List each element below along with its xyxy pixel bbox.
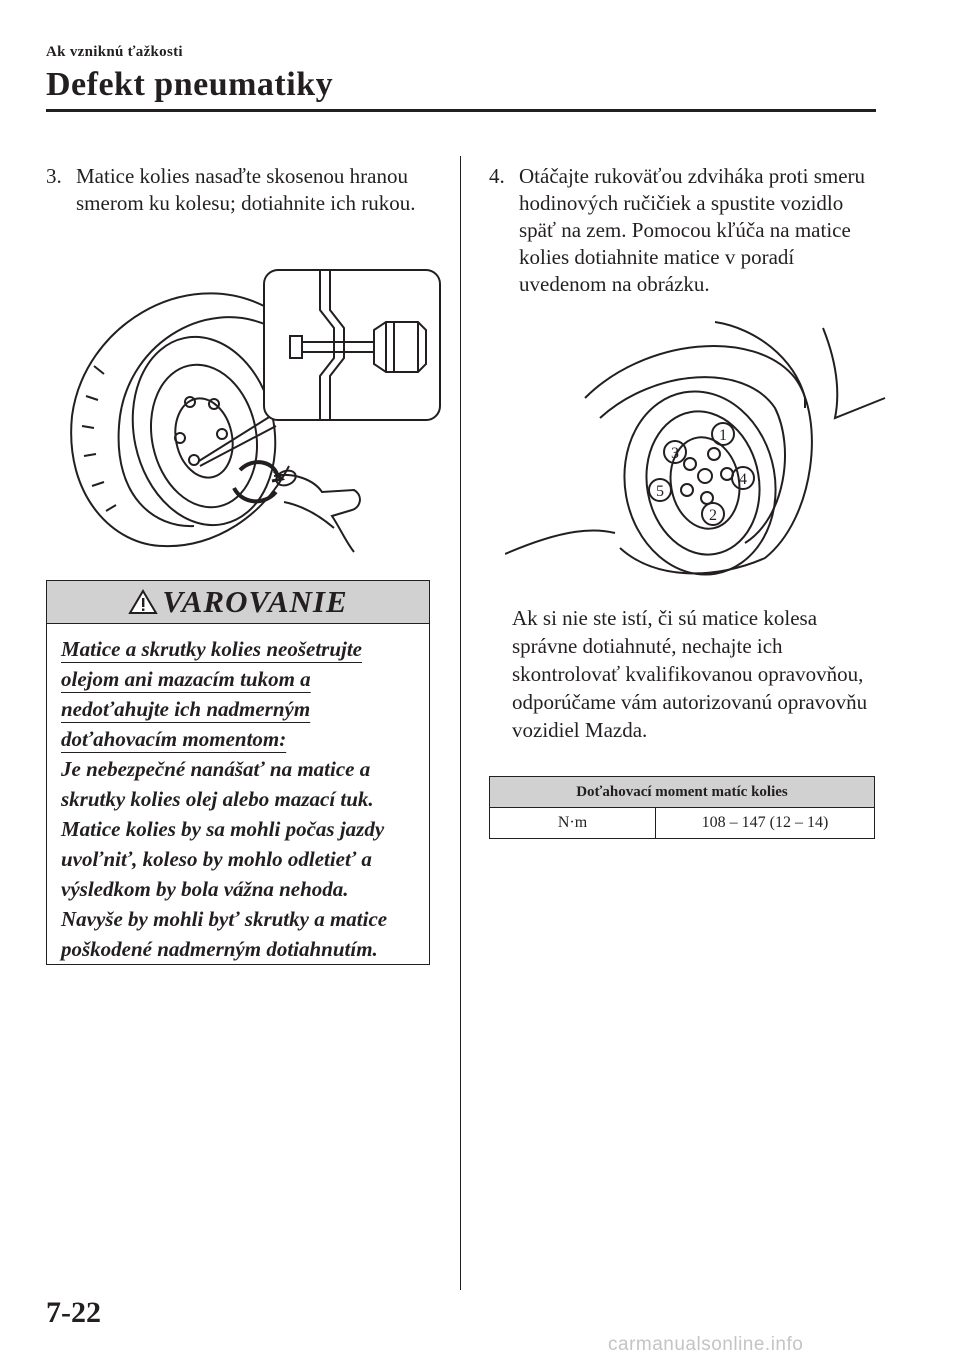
warning-lead-line: Matice a skrutky kolies neošetrujte xyxy=(61,637,362,661)
wheel-nut-illustration xyxy=(64,266,444,556)
warning-box xyxy=(46,580,430,965)
page-number: 7-22 xyxy=(46,1296,101,1329)
step-3 xyxy=(46,163,446,217)
step-text: Matice kolies nasaďte skosenou hranou smerom ku kolesu; dotiahnite ich rukou. xyxy=(76,164,416,215)
warning-title: VAROVANIE xyxy=(162,584,348,619)
section-label: Ak vzniknú ťažkosti xyxy=(46,44,183,60)
torque-table xyxy=(489,776,875,839)
watermark: carmanualsonline.info xyxy=(608,1334,804,1355)
order-label: 4 xyxy=(739,471,747,488)
torque-unit-cell: N·m xyxy=(490,808,656,839)
inspection-note: Ak si nie ste istí, či sú matice kolesa správne dotiahnuté, nechajte ich skontrolovať kvalifikovanou opravovňou, odporúčame vám autorizovanú opravovňu vozidiel Mazda. xyxy=(512,606,868,742)
step-text: Otáčajte rukoväťou zdviháka proti smeru hodinových ručičiek a spustite vozidlo späť na zem. Pomocou kľúča na matice kolies dotiahnite matice v poradí uvedenom na obrázku. xyxy=(519,164,866,296)
warning-lead-line: olejom ani mazacím tukom a xyxy=(61,667,311,691)
warning-lead-line: doťahovacím momentom: xyxy=(61,727,287,751)
warning-triangle-icon xyxy=(128,589,158,615)
order-label: 5 xyxy=(656,483,664,500)
torque-value-cell: 108 – 147 (12 – 14) xyxy=(656,808,875,839)
order-label: 2 xyxy=(709,507,717,524)
warning-body xyxy=(47,624,429,964)
column-divider xyxy=(460,156,461,1290)
step-number: 3. xyxy=(46,164,62,188)
order-label: 3 xyxy=(671,445,679,462)
step-number: 4. xyxy=(489,164,505,188)
torque-table-header: Doťahovací moment matíc kolies xyxy=(490,777,875,808)
tightening-order-illustration xyxy=(505,318,890,580)
warning-lead-line: nedoťahujte ich nadmerným xyxy=(61,697,311,721)
title-rule xyxy=(46,109,876,112)
page-title: Defekt pneumatiky xyxy=(46,66,334,103)
warning-header xyxy=(47,581,429,624)
warning-text: Je nebezpečné nanášať na matice a skrutky kolies olej alebo mazací tuk. Matice kolies by sa mohli počas jazdy uvoľniť, koleso by mohlo odletieť a výsledkom by bola vážna nehoda. Navyše by mohli byť skrutky a matice poškodené nadmerným dotiahnutím. xyxy=(61,757,388,961)
order-label: 1 xyxy=(719,427,727,444)
step-4 xyxy=(489,163,879,298)
